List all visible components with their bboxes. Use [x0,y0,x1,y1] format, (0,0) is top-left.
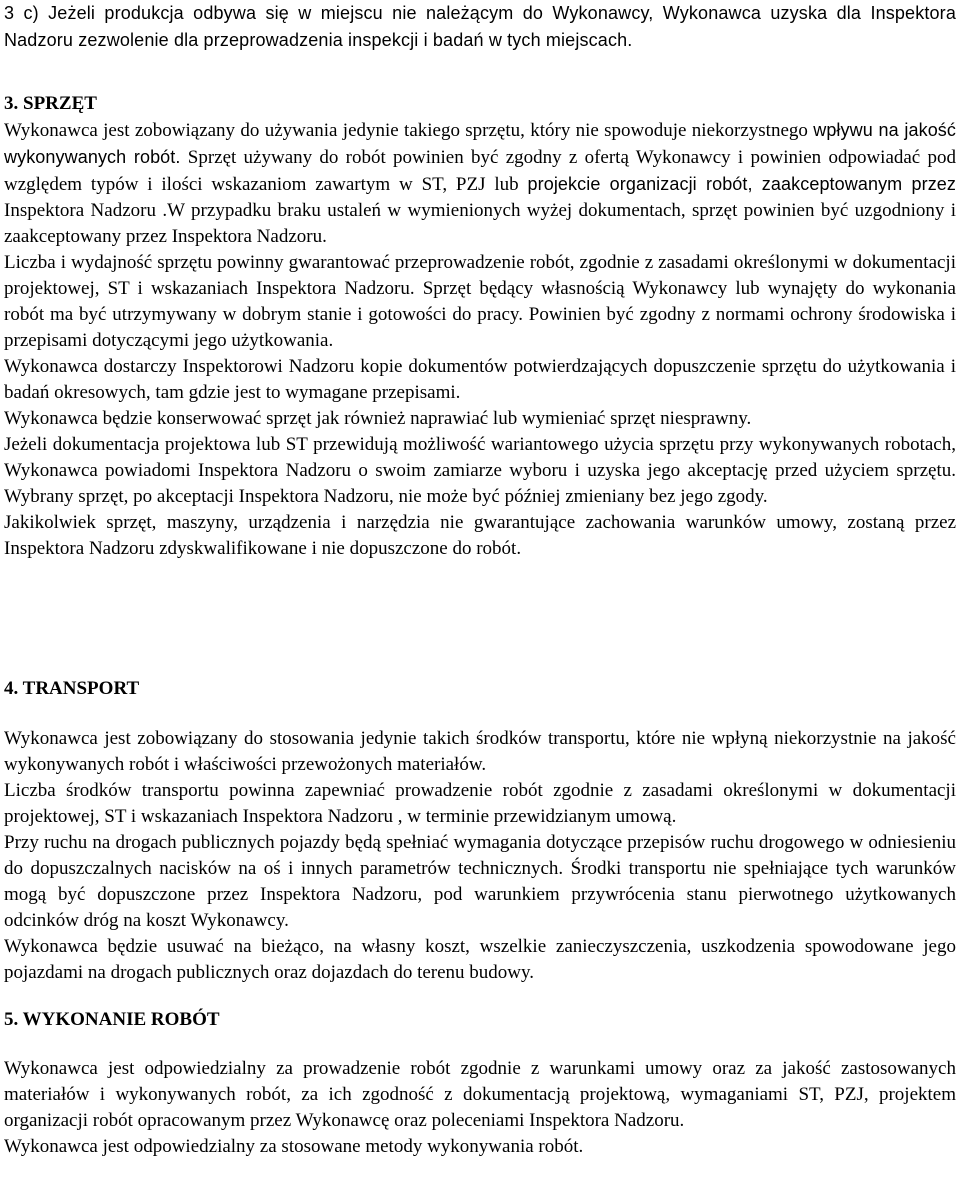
equipment-p1-part-c: Sprzęt używany do robót powinien być zgodny z ofertą Wykonawcy i powinien odpowiadać pod względem typów i ilości wskazaniom zawartym w ST, PZJ lub [4,147,957,195]
equipment-p1-part-d: projekcie organizacji robót, zaakceptowanym przez [527,174,956,194]
works-paragraph-2: Wykonawca jest odpowiedzialny za stosowane metody wykonywania robót. [4,1136,584,1157]
transport-paragraph-4: Wykonawca będzie usuwać na bieżąco, na własny koszt, wszelkie zanieczyszczenia, uszkodzenia spowodowane jego pojazdami na drogach publicznych oraz dojazdach do terenu budowy. [4,936,956,983]
works-paragraph-1: Wykonawca jest odpowiedzialny za prowadzenie robót zgodnie z warunkami umowy oraz za jakość zastosowanych materiałów i wykonywanych robót, za ich zgodność z dokumentacją projektową, wymaganiami ST, PZJ, projektem organizacji robót opracowanym przez Wykonawcę oraz poleceniami Inspektora Nadzoru. [4,1058,956,1131]
equipment-p1-part-a: Wykonawca jest zobowiązany do używania jedynie takiego sprzętu, który nie spowoduje niekorzystnego [4,120,808,141]
section-works [4,1007,956,1160]
equipment-p1-part-e: Inspektora Nadzoru .W przypadku braku ustaleń w wymienionych wyżej dokumentach, sprzęt powinien być uzgodniony i zaakceptowany przez Inspektora Nadzoru. [4,200,956,247]
intro-paragraph: 3 c) Jeżeli produkcja odbywa się w miejscu nie należącym do Wykonawcy, Wykonawca uzyska dla Inspektora Nadzoru zezwolenie dla przeprowadzenia inspekcji i badań w tych miejscach. [4,3,956,50]
section-heading-equipment: 3. SPRZĘT [4,93,97,114]
section-heading-works: 5. WYKONANIE ROBÓT [4,1009,220,1030]
transport-paragraph-3: Przy ruchu na drogach publicznych pojazdy będą spełniać wymagania dotyczące przepisów ruchu drogowego w odniesieniu do dopuszczalnych nacisków na oś i innych parametrów technicznych. Środki transportu nie spełniające tych warunków mogą być dopuszczone przez Inspektora Nadzoru, pod warunkiem przywrócenia stanu pierwotnego użytkowanych odcinków dróg na koszt Wykonawcy. [4,832,956,931]
equipment-paragraph-3: Wykonawca dostarczy Inspektorowi Nadzoru kopie dokumentów potwierdzających dopuszczenie sprzętu do użytkowania i badań okresowych, tam gdzie jest to wymagane przepisami. [4,356,956,403]
equipment-paragraph-6: Jakikolwiek sprzęt, maszyny, urządzenia i narzędzia nie gwarantujące zachowania warunków umowy, zostaną przez Inspektora Nadzoru zdyskwalifikowane i nie dopuszczone do robót. [4,512,956,559]
section-equipment [4,91,956,562]
section-transport [4,676,956,986]
section-heading-transport: 4. TRANSPORT [4,678,140,699]
equipment-paragraph-5: Jeżeli dokumentacja projektowa lub ST przewidują możliwość wariantowego użycia sprzętu przy wykonywanych robotach, Wykonawca powiadomi Inspektora Nadzoru o swoim zamiarze wyboru i uzyska jego akceptację przed użyciem sprzętu. Wybrany sprzęt, po akceptacji Inspektora Nadzoru, nie może być później zmieniany bez jego zgody. [4,434,956,507]
transport-paragraph-1: Wykonawca jest zobowiązany do stosowania jedynie takich środków transportu, które nie wpłyną niekorzystnie na jakość wykonywanych robót i właściwości przewożonych materiałów. [4,728,956,775]
equipment-p1-part-b: wpływu na jakość wykonywanych robót. [4,120,957,167]
transport-paragraph-2: Liczba środków transportu powinna zapewniać prowadzenie robót zgodnie z zasadami określonymi w dokumentacji projektowej, ST i wskazaniach Inspektora Nadzoru , w terminie przewidzianym umową. [4,780,956,827]
equipment-paragraph-2: Liczba i wydajność sprzętu powinny gwarantować przeprowadzenie robót, zgodnie z zasadami określonymi w dokumentacji projektowej, ST i wskazaniach Inspektora Nadzoru. Sprzęt będący własnością Wykonawcy lub wynajęty do wykonania robót ma być utrzymywany w dobrym stanie i gotowości do pracy. Powinien być zgodny z normami ochrony środowiska i przepisami dotyczącymi jego użytkowania. [4,252,956,351]
equipment-paragraph-1 [4,117,956,250]
equipment-paragraph-4: Wykonawca będzie konserwować sprzęt jak również naprawiać lub wymieniać sprzęt niesprawny. [4,408,752,429]
